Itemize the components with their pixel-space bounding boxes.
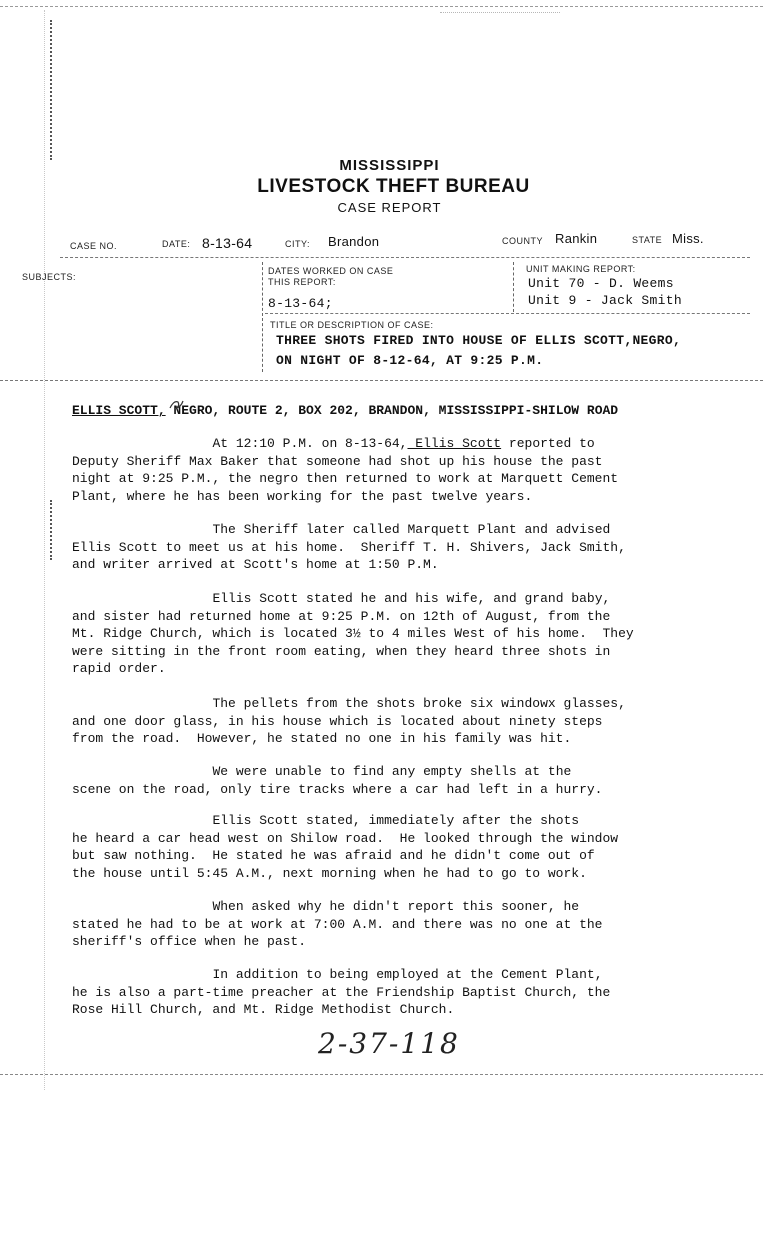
bottom-edge-rule — [0, 1074, 763, 1075]
title-label: TITLE OR DESCRIPTION OF CASE: — [270, 320, 434, 330]
bureau-title: LIVESTOCK THEFT BUREAU — [257, 176, 530, 197]
title-line-2: ON NIGHT OF 8-12-64, AT 9:25 P.M. — [276, 353, 544, 368]
p1-rest: Deputy Sheriff Max Baker that someone had shot up his house the past night at 9:25 P.M., the negro then returned to work at Marquett Cement Plant, where he has been working for the past twelve years. — [72, 453, 619, 504]
county-value: Rankin — [555, 231, 598, 246]
form-bottom-rule — [0, 380, 763, 381]
paragraph-1 — [72, 435, 752, 505]
subject-address: NEGRO, ROUTE 2, BOX 202, BRANDON, MISSISSIPPI-SHILOW ROAD — [165, 403, 619, 418]
dates-worked-sublabel: THIS REPORT: — [268, 277, 336, 287]
case-no-label: CASE NO. — [70, 241, 118, 251]
form-divider — [513, 262, 514, 312]
unit-line-1: Unit 70 - D. Weems — [528, 276, 674, 291]
paragraph-8: In addition to being employed at the Cement Plant, he is also a part-time preacher at the Friendship Baptist Church, the Rose Hill Church, and Mt. Ridge Methodist Church. — [72, 967, 611, 1017]
scan-speckle — [440, 12, 560, 63]
city-label: CITY: — [285, 239, 311, 249]
unit-label: UNIT MAKING REPORT: — [526, 264, 636, 274]
paragraph-5: We were unable to find any empty shells at the scene on the road, only tire tracks where a car had left in a hurry. — [72, 764, 603, 797]
paragraph-6: Ellis Scott stated, immediately after the shots he heard a car head west on Shilow road. He looked through the window but saw nothing. He stated he was afraid and he didn't come out of the house until 5:45 A.M., next morning when he had to go to work. — [72, 813, 619, 881]
p1-lead: At 12:10 P.M. on 8-13-64, — [72, 436, 408, 451]
dates-worked-label: DATES WORKED ON CASE — [268, 266, 394, 276]
subjects-label: SUBJECTS: — [22, 272, 77, 282]
paragraph-3: Ellis Scott stated he and his wife, and grand baby, and sister had returned home at 9:25 P.M. on 12th of August, from the Mt. Ridge Church, which is located 3½ to 4 miles West of his home. They were sitting in the front room eating, when they heard three shots in rapid order. — [72, 591, 634, 676]
form-row-rule — [60, 257, 750, 258]
state-label: STATE — [632, 235, 663, 245]
handwritten-check-icon — [168, 398, 184, 412]
paragraph-2: The Sheriff later called Marquett Plant and advised Ellis Scott to meet us at his home. Sheriff T. H. Shivers, Jack Smith, and writer arrived at Scott's home at 1:50 P.M. — [72, 522, 626, 572]
date-label: DATE: — [162, 239, 191, 249]
paragraph-4: The pellets from the shots broke six windowx glasses, and one door glass, in his house which is located about ninety steps from the road. However, he stated no one in his family was hit. — [72, 696, 626, 746]
state-title: MISSISSIPPI — [339, 157, 440, 174]
unit-line-2: Unit 9 - Jack Smith — [528, 293, 682, 308]
p1-tail: reported to — [501, 436, 595, 451]
binding-mark — [50, 500, 55, 560]
subject-name: ELLIS SCOTT, — [72, 403, 166, 418]
form-row-rule — [265, 313, 750, 314]
handwritten-file-number: 2-37-118 — [318, 1027, 460, 1060]
title-line-1: THREE SHOTS FIRED INTO HOUSE OF ELLIS SCOTT,NEGRO, — [276, 333, 682, 348]
form-title: CASE REPORT — [337, 200, 442, 215]
top-edge-rule — [0, 6, 763, 7]
dates-worked-value: 8-13-64; — [268, 296, 333, 311]
binding-mark — [50, 20, 55, 160]
city-value: Brandon — [328, 234, 380, 249]
paragraph-7: When asked why he didn't report this sooner, he stated he had to be at work at 7:00 A.M. and there was no one at the sheriff's office when he past. — [72, 899, 603, 949]
form-divider — [262, 262, 263, 372]
state-value: Miss. — [672, 231, 704, 246]
date-value: 8-13-64 — [202, 235, 253, 251]
county-label: COUNTY — [502, 236, 543, 246]
p1-name: Ellis Scott — [407, 436, 502, 451]
